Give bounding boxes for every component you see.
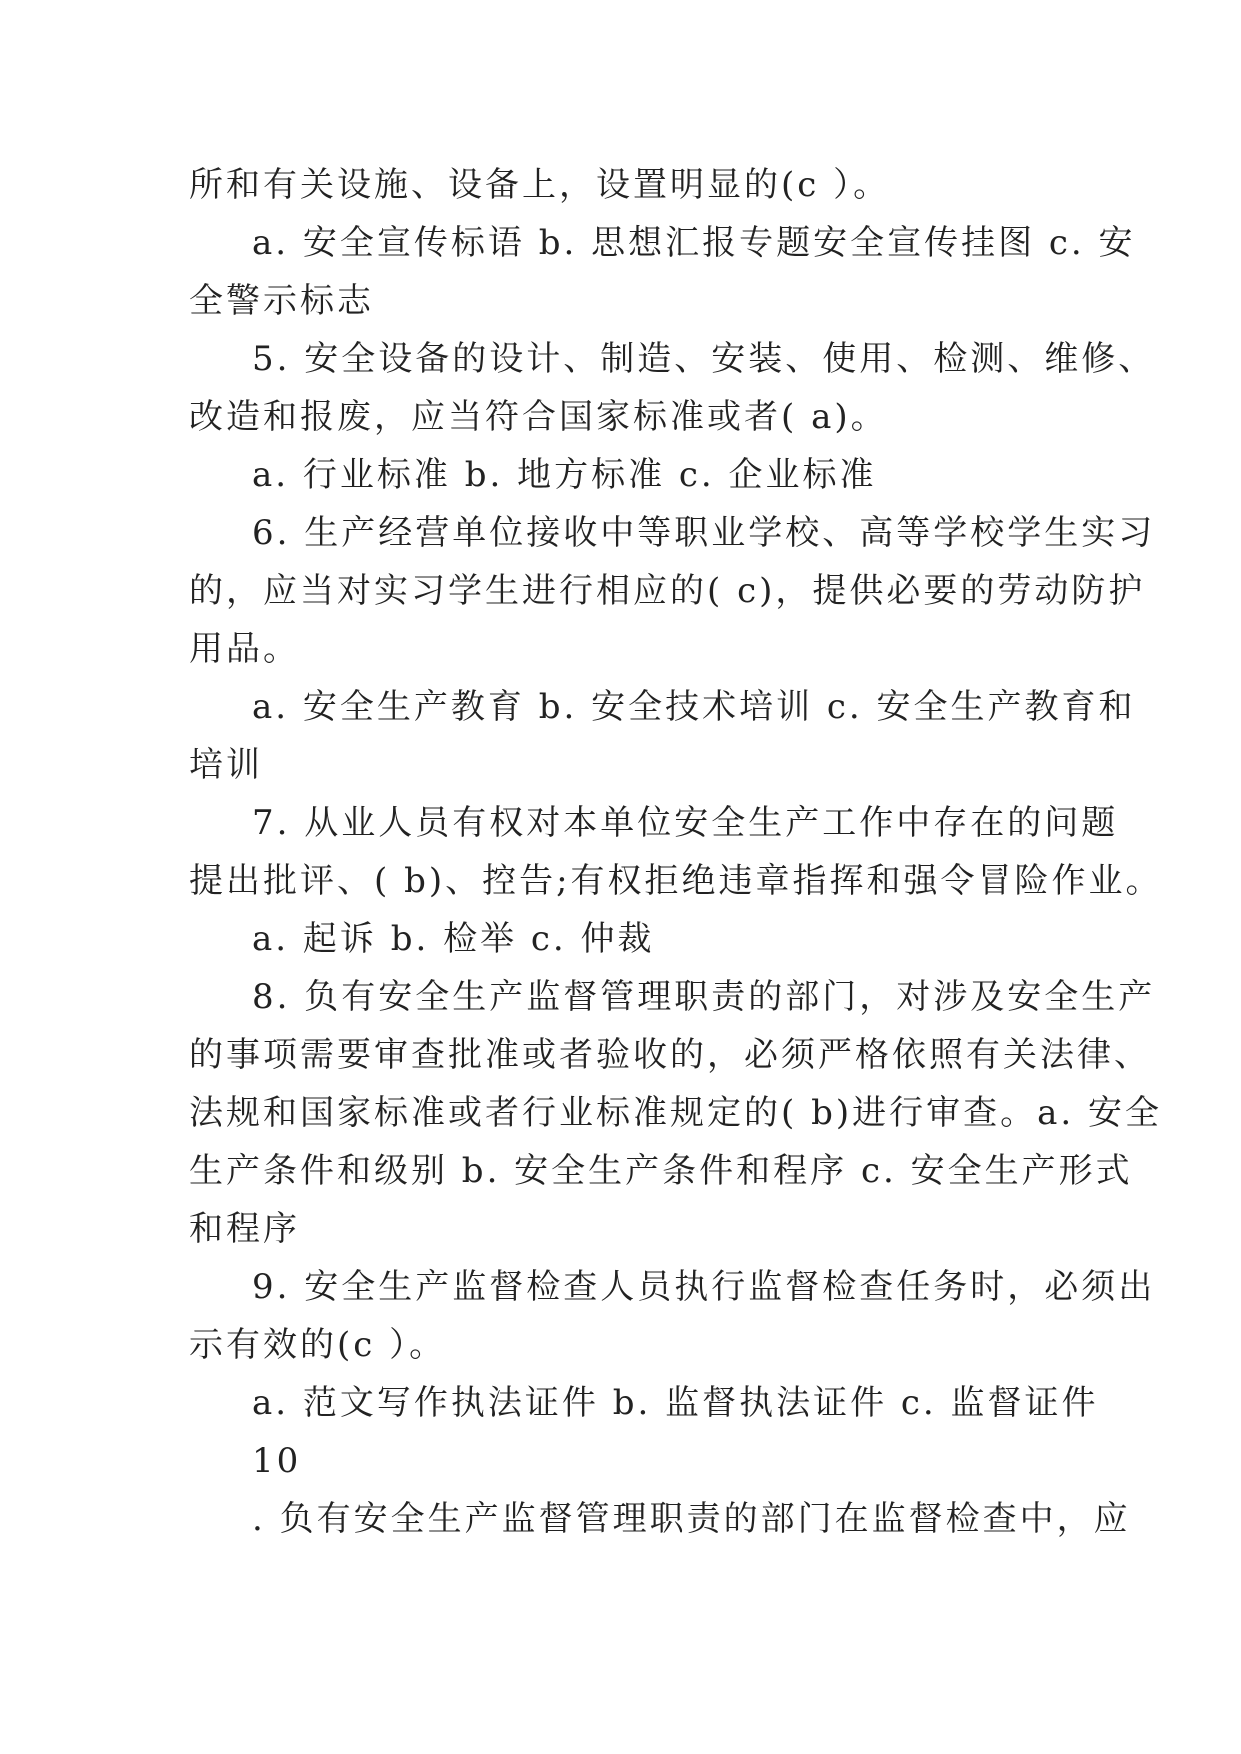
text-line: 全警示标志 [189, 281, 374, 321]
text-line: 的，应当对实习学生进行相应的( c)，提供必要的劳动防护 [189, 571, 1146, 611]
text-line: . 负有安全生产监督管理职责的部门在监督检查中，应 [252, 1499, 1131, 1539]
text-line: 生产条件和级别 b. 安全生产条件和程序 c. 安全生产形式 [189, 1151, 1133, 1191]
text-line: 10 [252, 1441, 302, 1481]
text-line: 改造和报废，应当符合国家标准或者( a)。 [189, 397, 888, 437]
text-line: 用品。 [189, 629, 300, 669]
text-line: 8. 负有安全生产监督管理职责的部门，对涉及安全生产 [252, 977, 1156, 1017]
document-body [189, 156, 1163, 1548]
text-line: 6. 生产经营单位接收中等职业学校、高等学校学生实习 [252, 513, 1156, 553]
text-line: 7. 从业人员有权对本单位安全生产工作中存在的问题 [252, 803, 1119, 843]
text-line: 所和有关设施、设备上，设置明显的(c ）。 [189, 165, 891, 205]
text-line: a. 范文写作执法证件 b. 监督执法证件 c. 监督证件 [252, 1383, 1099, 1423]
text-line: 提出批评、( b)、控告;有权拒绝违章指挥和强令冒险作业。 [189, 861, 1163, 901]
text-line: a. 安全生产教育 b. 安全技术培训 c. 安全生产教育和 [252, 687, 1136, 727]
text-line: a. 行业标准 b. 地方标准 c. 企业标准 [252, 455, 877, 495]
text-line: 5. 安全设备的设计、制造、安装、使用、检测、维修、 [252, 339, 1156, 379]
text-line: 培训 [189, 745, 263, 785]
text-line: 法规和国家标准或者行业标准规定的( b)进行审查。a. 安全 [189, 1093, 1162, 1133]
text-line: 和程序 [189, 1209, 300, 1249]
text-line: a. 安全宣传标语 b. 思想汇报专题安全宣传挂图 c. 安 [252, 223, 1136, 263]
text-line: 9. 安全生产监督检查人员执行监督检查任务时，必须出 [252, 1267, 1156, 1307]
text-line: 的事项需要审查批准或者验收的，必须严格依照有关法律、 [189, 1035, 1151, 1075]
text-line: 示有效的(c ）。 [189, 1325, 447, 1365]
text-line: a. 起诉 b. 检举 c. 仲裁 [252, 919, 655, 959]
